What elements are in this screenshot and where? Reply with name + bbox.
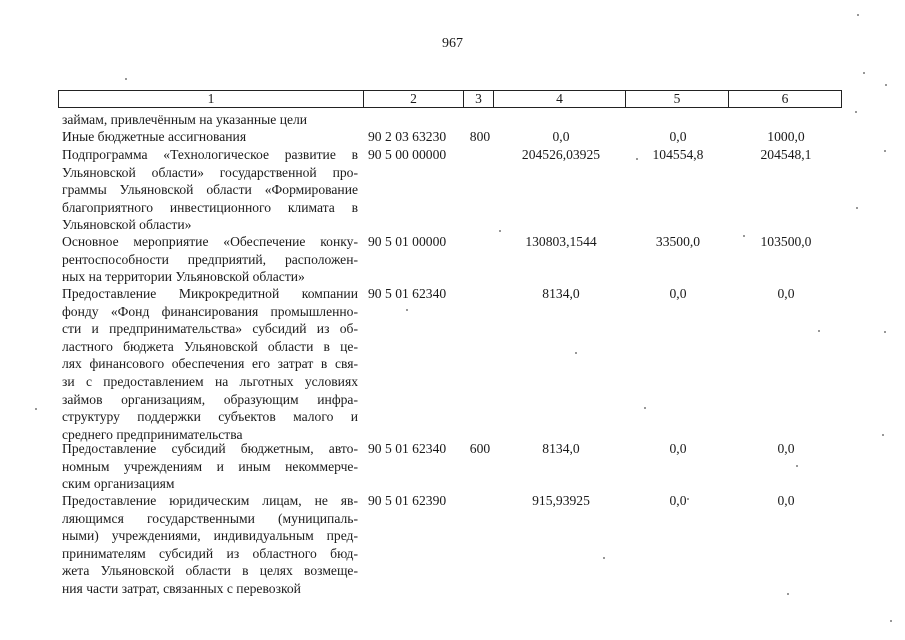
row-value-2: 0,0	[669, 493, 687, 508]
description-line: Предоставление Микрокредитной компании	[62, 286, 358, 301]
header-col-5: 5	[626, 91, 729, 107]
row-value-2: 0,0	[669, 441, 687, 456]
description-line: сти и предпринимательства» субсидий из об-	[62, 321, 358, 337]
description-line: ных на территории Ульяновской области»	[62, 269, 305, 285]
row-value-3: 1000,0	[767, 129, 805, 144]
header-col-6: 6	[781, 91, 789, 106]
description-line: номным учреждениям и иным некоммерче-	[62, 458, 358, 474]
description-line: ляющимся государственными (муниципаль-	[62, 510, 358, 526]
row-value-3: 103500,0	[760, 234, 812, 249]
description-line: жета Ульяновской области в целях возмеще-	[62, 563, 358, 579]
description-line: лях финансового обеспечения его затрат в свя-	[62, 356, 358, 372]
row-value-3: 204548,1	[760, 147, 812, 162]
row-value-1: 0,0	[552, 129, 570, 144]
row-value-2: 0,0	[669, 129, 687, 144]
description-line: займов организациям, образующим инфра-	[62, 391, 358, 407]
description-line: фонду «Фонд финансирования промышленно-	[62, 303, 358, 319]
header-col-1: 1	[59, 91, 364, 107]
row-description	[62, 492, 358, 598]
row-description	[62, 440, 358, 493]
description-line: Ульяновской области» государственной про-	[62, 164, 358, 180]
row-value-1: 8134,0	[542, 441, 580, 456]
row-code: 90 5 01 62340	[368, 441, 447, 456]
row-code: 90 5 00 00000	[368, 147, 447, 162]
header-col-4: 4	[494, 91, 626, 107]
row-code: 90 5 01 62390	[368, 493, 447, 508]
row-description	[62, 146, 358, 234]
description-line: Предоставление субсидий бюджетным, авто-	[62, 441, 358, 456]
header-col-2: 2	[364, 91, 464, 107]
description-line: благоприятного инвестиционного климата в	[62, 199, 358, 215]
description-line: среднего предпринимательства	[62, 426, 243, 442]
description-line: Подпрограмма «Технологическое развитие в	[62, 147, 358, 162]
row-type: 600	[469, 441, 491, 456]
row-value-1: 8134,0	[542, 286, 580, 301]
description-line: структуру поддержки субъектов малого и	[62, 409, 358, 425]
page-number: 967	[442, 36, 463, 51]
description-line: Предоставление юридическим лицам, не яв-	[62, 493, 358, 508]
row-value-3: 0,0	[777, 286, 795, 301]
description-line: ными) учреждениями, индивидуальным пред-	[62, 528, 358, 544]
row-value-3: 0,0	[777, 493, 795, 508]
description-line: Основное мероприятие «Обеспечение конку-	[62, 234, 358, 249]
description-line: рентоспособности предприятий, расположен-	[62, 251, 358, 267]
description-line: ластного бюджета Ульяновской области в це-	[62, 338, 358, 354]
description-line: зи с предоставлением на льготных условиях	[62, 373, 358, 389]
row-value-1: 204526,03925	[521, 147, 601, 162]
description-line: принимателям субсидий из областного бюд-	[62, 545, 358, 561]
header-col-3: 3	[464, 91, 494, 107]
row-value-2: 104554,8	[652, 147, 704, 162]
description-line: ния части затрат, связанных с перевозкой	[62, 580, 301, 596]
table-header	[58, 90, 842, 108]
row-value-1: 130803,1544	[525, 234, 597, 249]
row-description	[62, 111, 358, 129]
row-value-2: 33500,0	[655, 234, 701, 249]
row-code: 90 5 01 00000	[368, 234, 447, 249]
description-line: займам, привлечённым на указанные цели	[62, 112, 308, 127]
description-line: Ульяновской области»	[62, 217, 192, 233]
row-code: 90 2 03 63230	[368, 129, 447, 144]
row-value-1: 915,93925	[532, 493, 590, 508]
row-value-3: 0,0	[777, 441, 795, 456]
description-line: Иные бюджетные ассигнования	[62, 129, 247, 144]
row-description	[62, 285, 358, 443]
description-line: граммы Ульяновской области «Формирование	[62, 182, 358, 198]
row-type: 800	[469, 129, 491, 144]
row-description	[62, 233, 358, 286]
row-code: 90 5 01 62340	[368, 286, 447, 301]
description-line: ским организациям	[62, 476, 175, 492]
row-value-2: 0,0	[669, 286, 687, 301]
row-description	[62, 128, 358, 146]
